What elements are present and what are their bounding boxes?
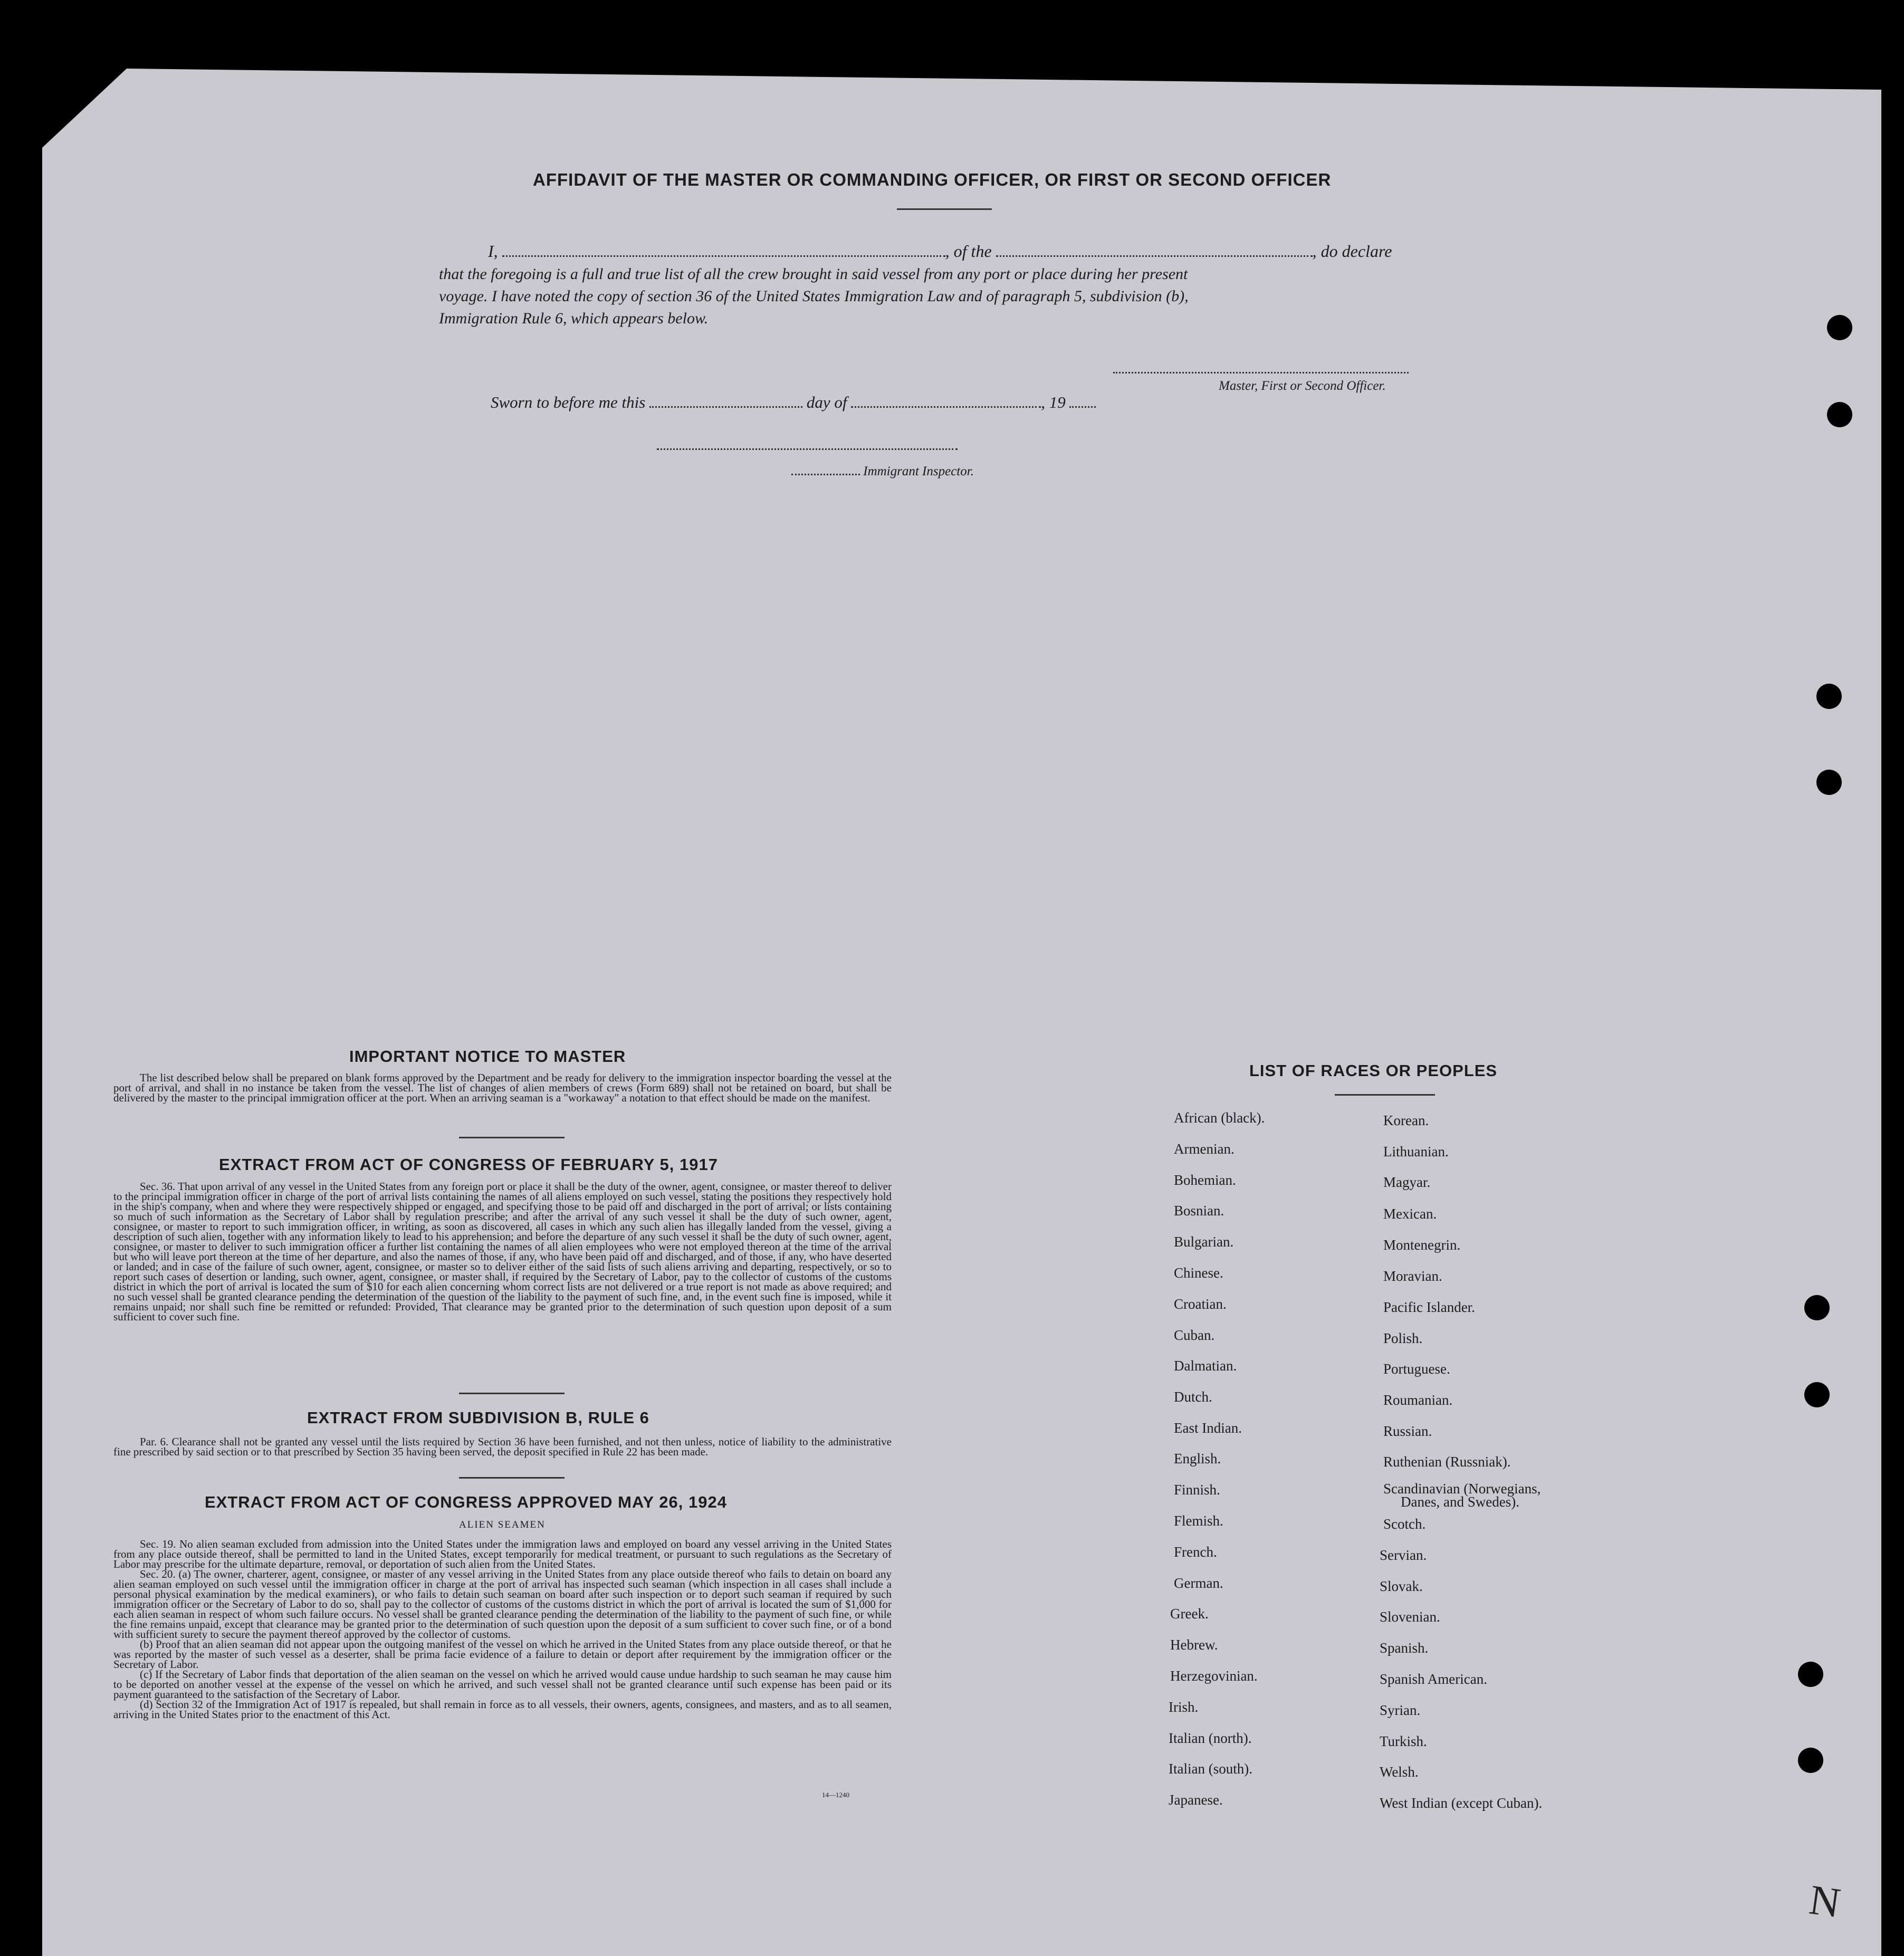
binder-hole bbox=[1827, 315, 1852, 340]
dots bbox=[791, 474, 860, 475]
race-item: Turkish. bbox=[1380, 1733, 1427, 1749]
race-item: Moravian. bbox=[1383, 1268, 1442, 1284]
sec20d-paragraph: (d) Section 32 of the Immigration Act of 1917 is repealed, but shall remain in force as to all vessels, their owners, agents, consignees, and masters, and as to all seamen, arriving in the United States prior to the enactment of this Act. bbox=[113, 1698, 892, 1721]
race-item: Montenegrin. bbox=[1383, 1237, 1461, 1253]
affidavit-line1 bbox=[488, 242, 1453, 261]
binder-hole bbox=[1804, 1295, 1830, 1320]
inspector-label-text: Immigrant Inspector. bbox=[863, 464, 974, 478]
race-item: Korean. bbox=[1383, 1113, 1429, 1128]
sworn-day-field[interactable] bbox=[649, 406, 802, 408]
race-item: Italian (south). bbox=[1169, 1761, 1252, 1777]
race-item: Japanese. bbox=[1169, 1792, 1223, 1808]
race-item: Russian. bbox=[1383, 1423, 1432, 1439]
extract-1917-body: Sec. 36. That upon arrival of any vessel in the United States from any foreign port or place it shall be the duty of the owner, agent, consignee, or master thereof to deliver to the principal immigration officer in charge of the port of arrival lists containing the names of all aliens employed on such vessel, stating the positions they respectively hold in the ship's company, when and where they were respectively shipped or engaged, and specifying those to be paid off and discharged in the port of arrival; or lists containing so much of such information as the Secretary of Labor shall by regulation prescribe; and after the arrival of any such vessel it shall be the duty of such owner, agent, consignee, or master to report to such immigration officer, in writing, as soon as discovered, all cases in which any such alien has illegally landed from the vessel, giving a description of such alien, together with any information likely to lead to his apprehension; and before the departure of any such vessel it shall be the duty of such owner, agent, consignee, or master to deliver to such immigration officer a further list containing the names of all alien employees who were not employed thereon at the time of the arrival but who will leave port thereon at the time of her departure, and also the names of those, if any, who have been paid off and discharged, and of those, if any, who have deserted or landed; and in case of the failure of such owner, agent, consignee, or master so to deliver either of the said lists of such aliens arriving and departing, respectively, or so to report such cases of desertion or landing, such owner, agent, consignee, or master shall, if required by the Secretary of Labor, pay to the collector of customs of the customs district in which the port of arrival is located the sum of $10 for each alien concerning whom correct lists are not delivered or a true report is not made as above required; and no such vessel shall be granted clearance pending the determination of the question of the liability to the payment of such fine, and, in the event such fine is imposed, while it remains unpaid; nor shall such fine be remitted or refunded: Provided, That clearance may be granted prior to the determination of such question upon deposit of a sum sufficient to cover such fine. bbox=[113, 1180, 892, 1323]
inspector-label bbox=[791, 464, 974, 479]
race-item: Portuguese. bbox=[1383, 1361, 1450, 1377]
sec20c-paragraph: (c) If the Secretary of Labor finds that deportation of the alien seaman on the vessel on which he arrived would cause undue hardship to such seaman he may cause him to be deported on another vessel at the expense of the vessel on which he arrived, and such vessel shall not be granted clearance until such expense has been paid or its payment guaranteed to the satisfaction of the Secretary of Labor. bbox=[113, 1668, 892, 1701]
race-item: East Indian. bbox=[1174, 1420, 1242, 1436]
name-field[interactable] bbox=[502, 255, 945, 257]
race-item: West Indian (except Cuban). bbox=[1380, 1795, 1543, 1811]
year-label: , 19 bbox=[1041, 393, 1066, 411]
race-item: Finnish. bbox=[1174, 1482, 1220, 1498]
sec20a-paragraph: Sec. 20. (a) The owner, charterer, agent, consignee, or master of any vessel arriving in the United States from any place outside thereof who fails to detain on board any alien seaman employed on such vessel until the immigration officer in charge at the port of arrival has inspected such seaman (which inspection in all cases shall include a personal physical examination by the medical examiners), or who fails to detain such seaman on board after such inspection or to deport such seaman if required by such immigration officer or the Secretary of Labor to do so, shall pay to the collector of customs of the customs district in which the port of arrival is located the sum of $1,000 for each alien seaman in respect of whom such failure occurs. No vessel shall be granted clearance pending the determination of the liability to the payment of such fine, or while the fine remains unpaid, except that clearance may be granted prior to the determination of such question upon the deposit of a sum sufficient to cover such fine, or of a bond with sufficient surety to secure the payment thereof approved by the collector of customs. bbox=[113, 1568, 892, 1641]
race-item: Scandinavian (Norwegians, bbox=[1383, 1481, 1541, 1497]
extract-rule6-body: Par. 6. Clearance shall not be granted any vessel until the lists required by Section 36 have been furnished, and not then unless, notice of liability to the administrative fine prescribed by said section or to that prescribed by Section 35 having been served, the deposit specified in Rule 22 has been made. bbox=[113, 1435, 892, 1458]
margin-mark: N bbox=[1806, 1876, 1843, 1927]
race-item: French. bbox=[1174, 1544, 1217, 1560]
affidavit-line4: Immigration Rule 6, which appears below. bbox=[439, 310, 709, 327]
sworn-year-field[interactable] bbox=[1069, 406, 1096, 408]
race-item: Magyar. bbox=[1383, 1174, 1431, 1190]
race-item: Welsh. bbox=[1380, 1764, 1419, 1780]
binder-hole bbox=[1798, 1748, 1823, 1773]
race-item: Croatian. bbox=[1174, 1296, 1227, 1312]
extract-1924-subtitle: ALIEN SEAMEN bbox=[459, 1519, 546, 1530]
sworn-line bbox=[491, 393, 1096, 412]
binder-hole bbox=[1816, 770, 1842, 795]
race-item: Mexican. bbox=[1383, 1206, 1437, 1222]
notice-body: The list described below shall be prepared on blank forms approved by the Department and be ready for delivery to the immigration inspector boarding the vessel at the port of arrival, and shall in no instance be taken from the vessel. The list of changes of alien members of crews (Form 689) shall not be retained on board, but shall be delivered by the master to the principal immigration officer at the port. When an arriving seaman is a "workaway" a notation to that effect should be made on the manifest. bbox=[113, 1071, 892, 1104]
binder-hole bbox=[1798, 1662, 1823, 1687]
race-item: Polish. bbox=[1383, 1330, 1423, 1346]
race-item: Dalmatian. bbox=[1174, 1358, 1237, 1374]
race-item: Servian. bbox=[1380, 1547, 1427, 1563]
race-item: Bulgarian. bbox=[1174, 1234, 1234, 1250]
race-item: Ruthenian (Russniak). bbox=[1383, 1454, 1511, 1470]
divider bbox=[459, 1477, 564, 1479]
i-label: I, bbox=[488, 242, 498, 261]
sworn-label: Sworn to before me this bbox=[491, 393, 646, 411]
race-item: Dutch. bbox=[1174, 1389, 1212, 1405]
form-number: 14—1240 bbox=[822, 1791, 849, 1799]
race-item: German. bbox=[1174, 1575, 1223, 1591]
race-item: Spanish. bbox=[1380, 1640, 1429, 1656]
master-signature-line[interactable] bbox=[1113, 372, 1409, 373]
race-item: Chinese. bbox=[1174, 1265, 1223, 1281]
race-item: Italian (north). bbox=[1169, 1730, 1252, 1746]
race-item: Greek. bbox=[1170, 1606, 1209, 1622]
affidavit-line2: that the foregoing is a full and true list of all the crew brought in said vessel from any port or place during her present bbox=[439, 265, 1188, 283]
divider bbox=[1335, 1094, 1435, 1096]
extract-1917-title: EXTRACT FROM ACT OF CONGRESS OF FEBRUARY 5, 1917 bbox=[219, 1155, 718, 1174]
race-item: Bosnian. bbox=[1174, 1203, 1224, 1219]
race-item: Scotch. bbox=[1383, 1516, 1426, 1532]
race-item: Slovak. bbox=[1380, 1578, 1423, 1594]
race-item: Hebrew. bbox=[1170, 1637, 1218, 1653]
inspector-signature-line[interactable] bbox=[657, 448, 958, 450]
race-item: Bohemian. bbox=[1174, 1172, 1236, 1188]
race-item: Spanish American. bbox=[1380, 1671, 1487, 1687]
extract-1924-title: EXTRACT FROM ACT OF CONGRESS APPROVED MAY 26, 1924 bbox=[205, 1493, 727, 1511]
do-declare-label: , do declare bbox=[1312, 242, 1392, 261]
race-item: English. bbox=[1174, 1451, 1221, 1466]
sec20b-paragraph: (b) Proof that an alien seaman did not appear upon the outgoing manifest of the vessel on which he arrived in the United States from any place outside thereof, or that he was reported by the master of such vessel as a deserter, shall be prima facie evidence of a failure to detain or deport after requirement by the immigration officer or the Secretary of Labor. bbox=[113, 1638, 892, 1671]
race-item: Lithuanian. bbox=[1383, 1144, 1449, 1159]
affidavit-title: AFFIDAVIT OF THE MASTER OR COMMANDING OFFICER, OR FIRST OR SECOND OFFICER bbox=[533, 170, 1332, 189]
race-item: Flemish. bbox=[1174, 1513, 1223, 1529]
divider bbox=[459, 1393, 564, 1394]
race-item: Herzegovinian. bbox=[1170, 1668, 1258, 1684]
race-item: Roumanian. bbox=[1383, 1392, 1453, 1408]
race-item: Syrian. bbox=[1380, 1702, 1421, 1718]
divider bbox=[897, 208, 992, 210]
binder-hole bbox=[1827, 402, 1852, 427]
extract-rule6-title: EXTRACT FROM SUBDIVISION B, RULE 6 bbox=[307, 1408, 649, 1427]
race-item: Pacific Islander. bbox=[1383, 1299, 1475, 1315]
vessel-field[interactable] bbox=[996, 255, 1313, 257]
race-item: African (black). bbox=[1174, 1110, 1265, 1126]
of-the-label: , of the bbox=[945, 242, 992, 261]
race-item-continued: Danes, and Swedes). bbox=[1401, 1494, 1519, 1510]
master-signature-label: Master, First or Second Officer. bbox=[1219, 379, 1386, 393]
race-item: Cuban. bbox=[1174, 1327, 1215, 1343]
binder-hole bbox=[1816, 684, 1842, 709]
day-of-label: day of bbox=[806, 393, 847, 411]
sworn-month-field[interactable] bbox=[851, 406, 1041, 408]
sec19-paragraph: Sec. 19. No alien seaman excluded from admission into the United States under the immigration laws and employed on board any vessel arriving in the United States from any place outside thereof, shall be permitted to land in the United States, except temporarily for medical treatment, or pursuant to such regulations as the Secretary of Labor may prescribe for the ultimate departure, removal, or deportation of such alien from the United States. bbox=[113, 1538, 892, 1570]
races-title: LIST OF RACES OR PEOPLES bbox=[1249, 1061, 1498, 1080]
binder-hole bbox=[1804, 1382, 1830, 1407]
race-item: Armenian. bbox=[1174, 1141, 1235, 1157]
notice-title: IMPORTANT NOTICE TO MASTER bbox=[349, 1047, 626, 1066]
race-item: Slovenian. bbox=[1380, 1609, 1440, 1625]
divider bbox=[459, 1137, 564, 1138]
affidavit-line3: voyage. I have noted the copy of section 36 of the United States Immigration Law and of paragraph 5, subdivision (b), bbox=[439, 287, 1189, 305]
extract-1924-body bbox=[113, 1539, 892, 1720]
race-item: Irish. bbox=[1169, 1699, 1199, 1715]
